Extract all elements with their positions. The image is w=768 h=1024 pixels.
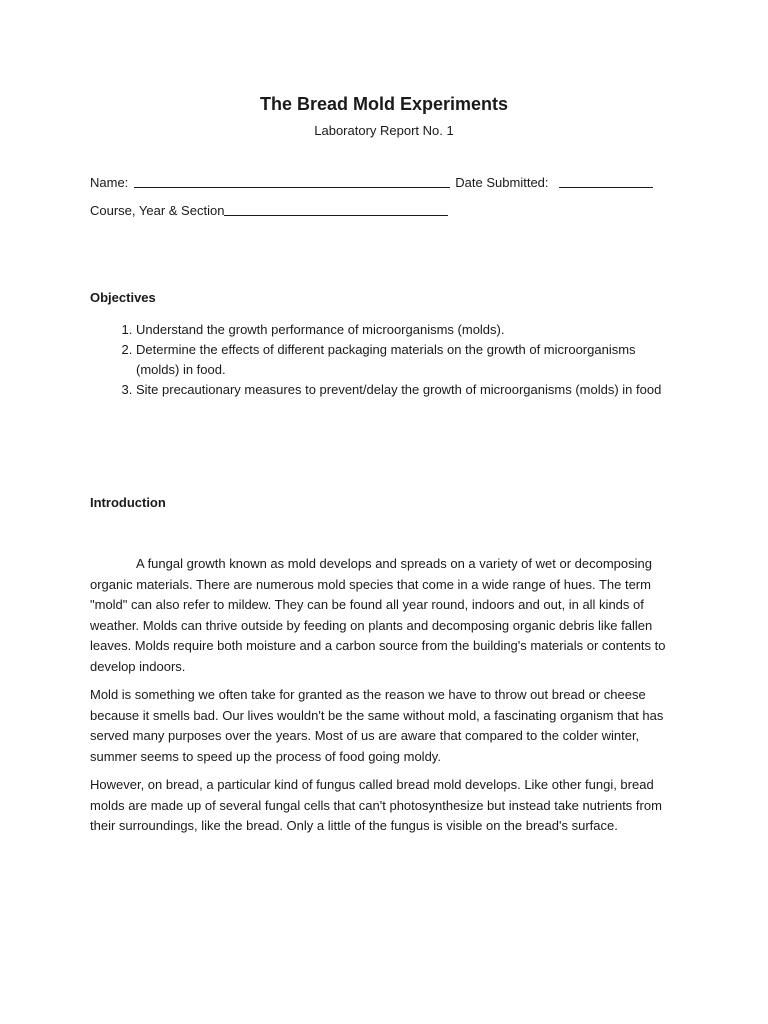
course-label: Course, Year & Section <box>90 203 225 218</box>
date-submitted-label: Date Submitted: <box>455 175 549 190</box>
introduction-paragraph: However, on bread, a particular kind of fungus called bread mold develops. Like other fungi, bread molds are made up of several fungal cells that can't photosynthesize but instead take nutrients from their surroundings, like the bread. Only a little of the fungus is visible on the bread's surface. <box>90 777 662 833</box>
objective-item: 2. Determine the effects of different packaging materials on the growth of microorganisms (molds) in food. <box>136 340 680 380</box>
name-blank-field[interactable] <box>134 174 450 188</box>
objectives-heading: Objectives <box>90 290 156 305</box>
course-blank-field[interactable] <box>224 202 448 216</box>
objective-item: 3. Site precautionary measures to prevent/delay the growth of microorganisms (molds) in food <box>136 380 680 400</box>
introduction-heading: Introduction <box>90 495 166 510</box>
course-row <box>90 202 448 218</box>
name-label: Name: <box>90 175 129 190</box>
name-date-row <box>90 174 653 190</box>
introduction-body <box>90 554 680 845</box>
introduction-paragraph: Mold is something we often take for granted as the reason we have to throw out bread or cheese because it smells bad. Our lives wouldn't be the same without mold, a fascinating organism that has served many purposes over the years. Most of us are aware that compared to the colder winter, summer seems to speed up the process of food going moldy. <box>90 687 664 764</box>
document-subtitle: Laboratory Report No. 1 <box>314 123 454 138</box>
date-submitted-blank-field[interactable] <box>559 174 653 188</box>
objective-item: 1. Understand the growth performance of microorganisms (molds). <box>136 320 680 340</box>
document-title: The Bread Mold Experiments <box>259 94 509 114</box>
introduction-paragraph: A fungal growth known as mold develops and spreads on a variety of wet or decomposing organic materials. There are numerous mold species that come in a wide range of hues. The term "mold" can also refer to mildew. They can be found all year round, indoors and out, in all kinds of weather. Molds can thrive outside by feeding on plants and decomposing organic debris like fallen leaves. Molds require both moisture and a carbon source from the building's materials or contents to develop indoors. <box>90 556 666 674</box>
objectives-list <box>90 320 680 400</box>
